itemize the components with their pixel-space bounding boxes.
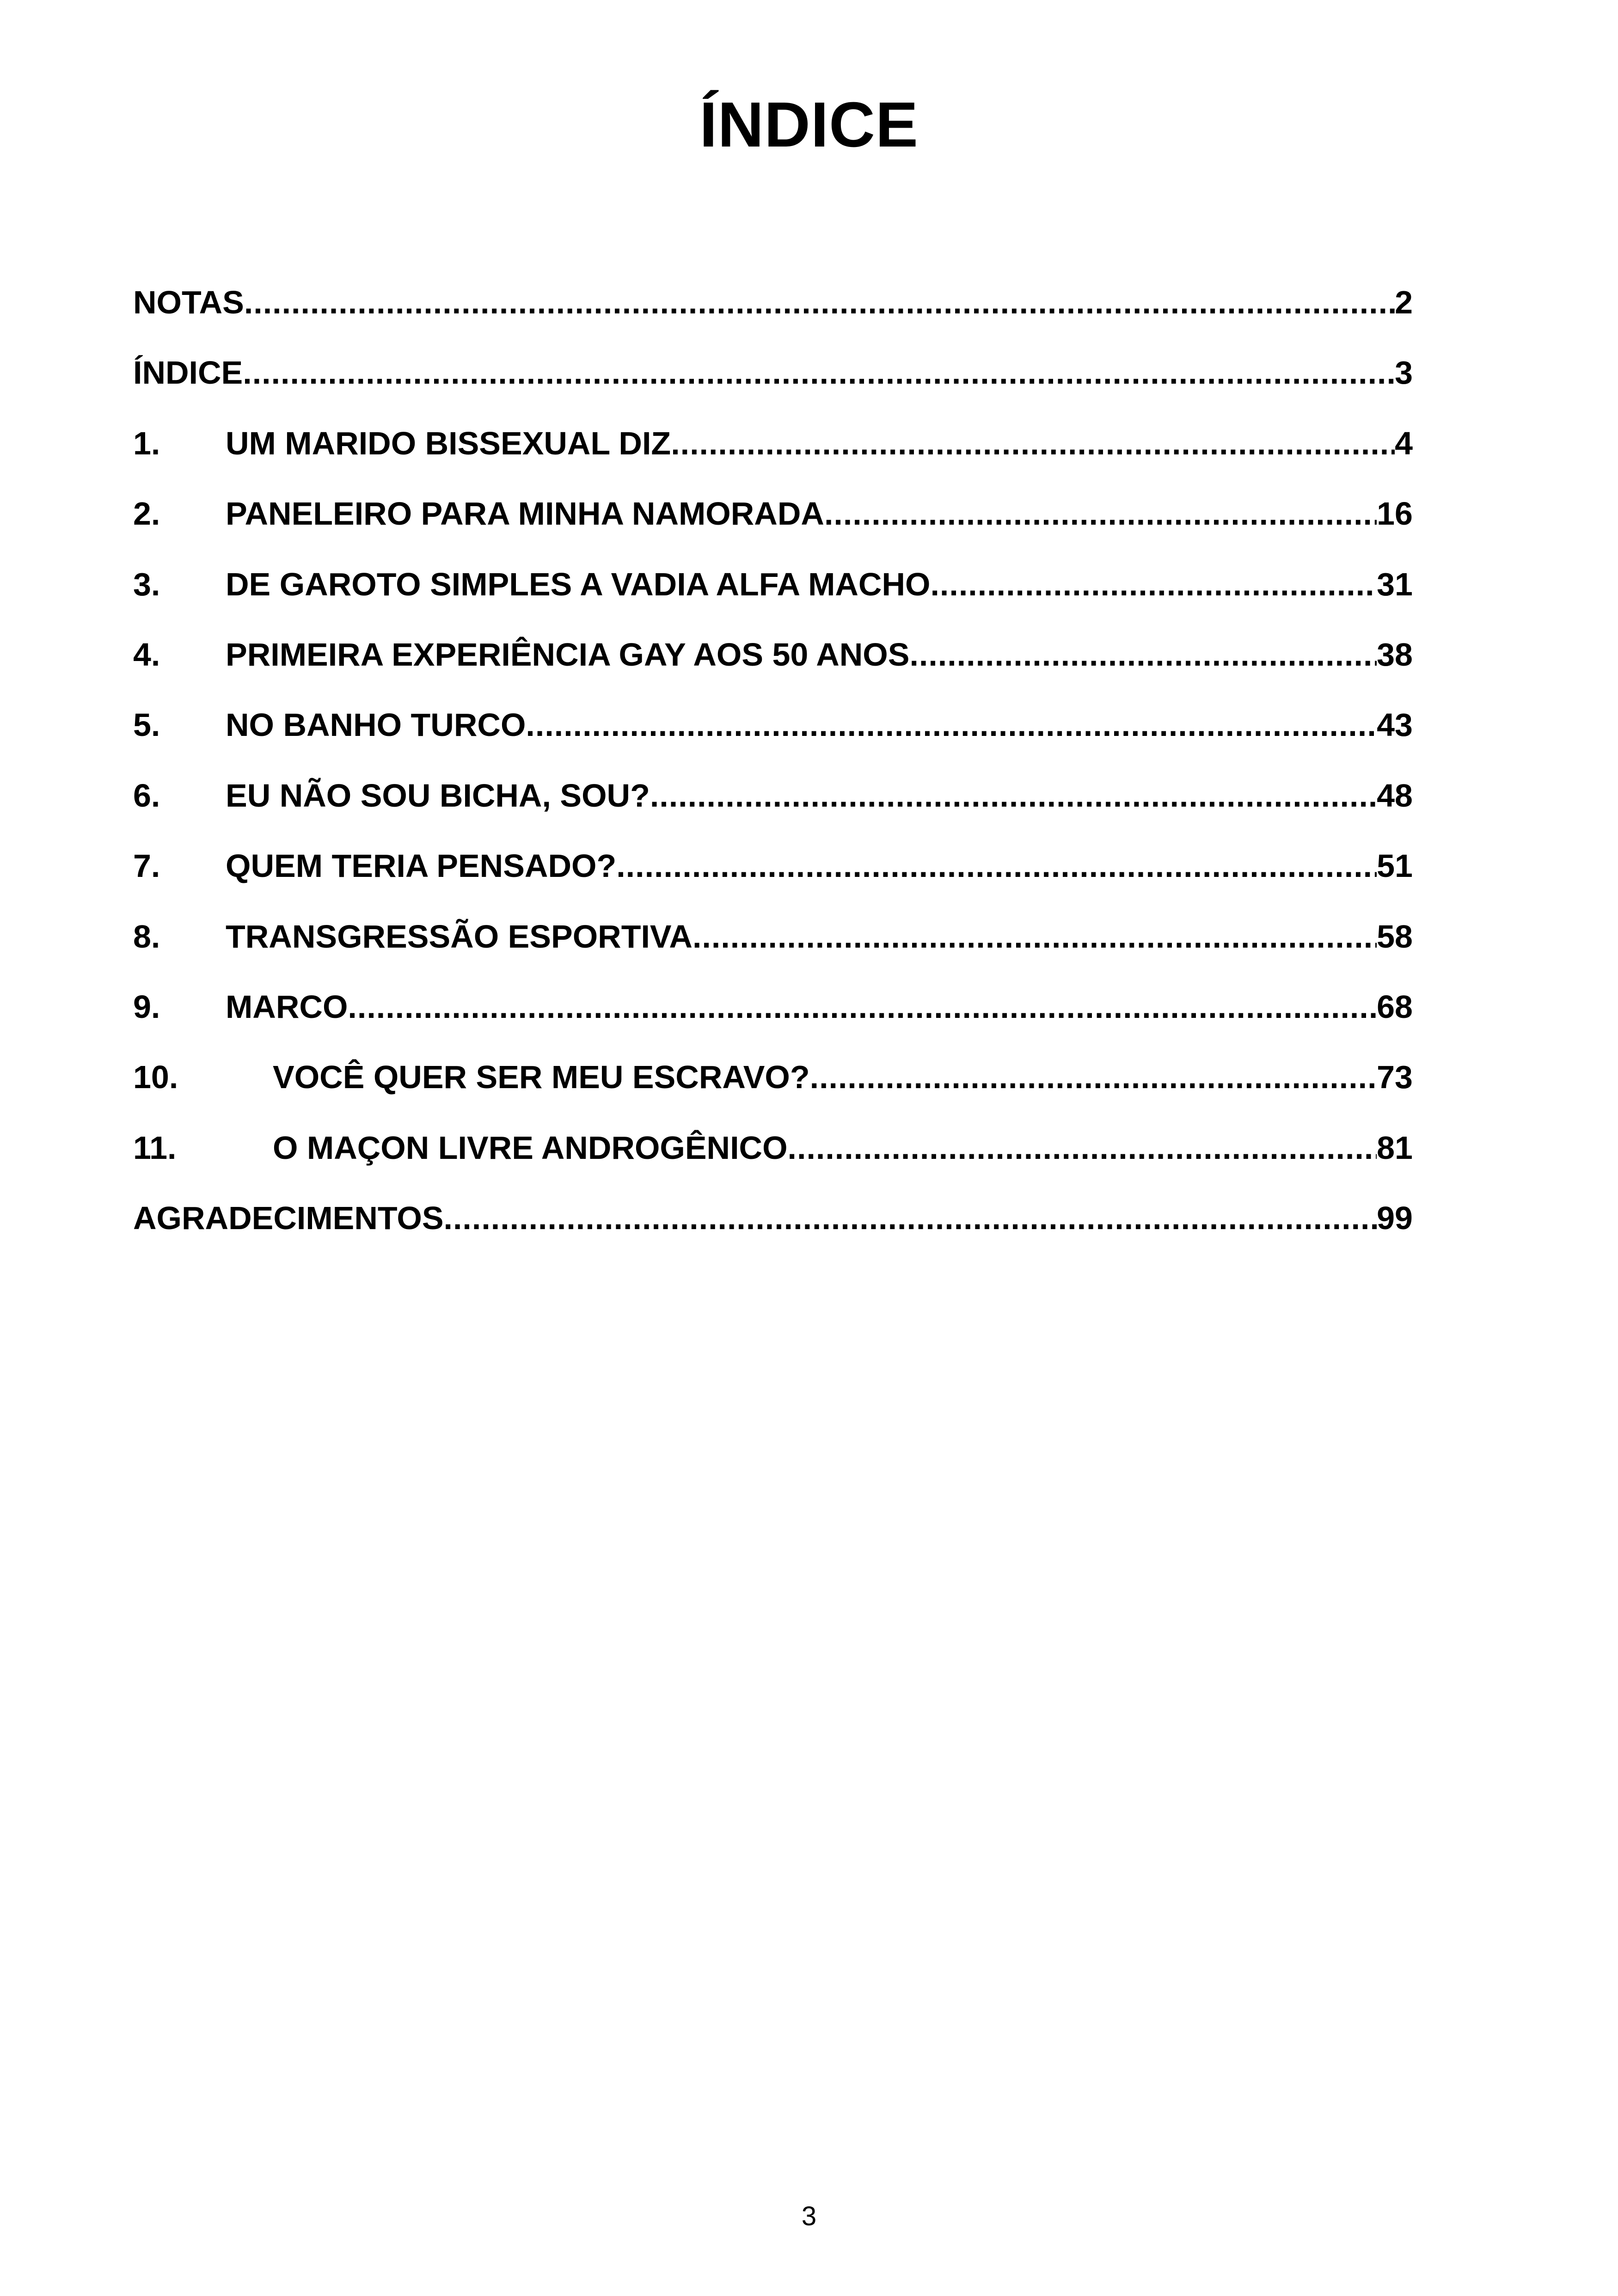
toc-entry-chapter-9[interactable]: [133, 988, 1413, 1059]
toc-entry-chapter-10[interactable]: [133, 1059, 1413, 1129]
toc-entry-label: AGRADECIMENTOS: [133, 1200, 444, 1237]
toc-entry-label: NOTAS: [133, 284, 244, 320]
toc-entry-number: 3.: [133, 566, 160, 602]
table-of-contents: [133, 284, 1413, 1270]
toc-entry-number: 7.: [133, 848, 160, 884]
toc-entry-chapter-7[interactable]: [133, 847, 1413, 918]
dot-leader: [788, 1129, 1377, 1166]
toc-entry-number: 8.: [133, 918, 160, 955]
toc-entry-page: 68: [1377, 988, 1413, 1025]
toc-entry-page: 3: [1395, 355, 1413, 391]
toc-entry-number: 11.: [133, 1129, 177, 1166]
dot-leader: [671, 425, 1395, 462]
toc-entry-chapter-11[interactable]: [133, 1129, 1413, 1200]
dot-leader: [810, 1059, 1377, 1096]
toc-entry-label: EU NÃO SOU BICHA, SOU?: [226, 777, 650, 814]
toc-entry-label: PRIMEIRA EXPERIÊNCIA GAY AOS 50 ANOS: [226, 636, 910, 673]
toc-entry-label: UM MARIDO BISSEXUAL DIZ: [226, 425, 671, 461]
toc-entry-page: 38: [1377, 636, 1413, 673]
toc-entry-page: 48: [1377, 777, 1413, 814]
dot-leader: [909, 636, 1377, 673]
dot-leader: [244, 284, 1395, 321]
toc-entry-chapter-1[interactable]: [133, 425, 1413, 495]
toc-entry-number: 10.: [133, 1059, 178, 1096]
toc-entry-label: TRANSGRESSÃO ESPORTIVA: [226, 918, 693, 955]
toc-entry-label: MARCO: [226, 988, 348, 1025]
toc-entry-agradecimentos[interactable]: [133, 1200, 1413, 1270]
toc-entry-chapter-3[interactable]: [133, 566, 1413, 636]
toc-entry-label: ÍNDICE: [133, 355, 243, 391]
toc-entry-page: 58: [1377, 918, 1413, 955]
toc-entry-chapter-2[interactable]: [133, 495, 1413, 565]
dot-leader: [693, 918, 1377, 955]
toc-entry-page: 73: [1377, 1059, 1413, 1096]
toc-entry-indice[interactable]: [133, 354, 1413, 424]
dot-leader: [824, 495, 1377, 532]
dot-leader: [243, 354, 1395, 391]
toc-entry-chapter-6[interactable]: [133, 777, 1413, 847]
toc-entry-chapter-5[interactable]: [133, 706, 1413, 777]
toc-entry-page: 51: [1377, 848, 1413, 884]
dot-leader: [930, 566, 1377, 603]
toc-entry-chapter-4[interactable]: [133, 636, 1413, 706]
toc-entry-page: 81: [1377, 1129, 1413, 1166]
page-number: 3: [801, 2201, 817, 2231]
toc-entry-label: PANELEIRO PARA MINHA NAMORADA: [226, 496, 824, 532]
toc-entry-page: 99: [1377, 1200, 1413, 1237]
toc-entry-label: NO BANHO TURCO: [226, 707, 526, 743]
toc-entry-number: 2.: [133, 496, 160, 532]
toc-entry-label: O MAÇON LIVRE ANDROGÊNICO: [273, 1129, 788, 1166]
dot-leader: [650, 777, 1377, 814]
toc-entry-notas[interactable]: [133, 284, 1413, 354]
dot-leader: [616, 847, 1377, 884]
toc-entry-page: 4: [1395, 425, 1413, 461]
dot-leader: [526, 706, 1377, 743]
toc-entry-label: VOCÊ QUER SER MEU ESCRAVO?: [273, 1059, 810, 1096]
toc-entry-number: 6.: [133, 777, 160, 814]
dot-leader: [444, 1200, 1377, 1237]
toc-entry-number: 1.: [133, 425, 160, 461]
dot-leader: [348, 988, 1377, 1025]
toc-entry-chapter-8[interactable]: [133, 918, 1413, 988]
toc-entry-number: 9.: [133, 988, 160, 1025]
page-title: ÍNDICE: [699, 89, 919, 160]
toc-entry-number: 4.: [133, 636, 160, 673]
toc-entry-page: 43: [1377, 707, 1413, 743]
toc-entry-label: QUEM TERIA PENSADO?: [226, 848, 617, 884]
toc-entry-page: 16: [1377, 496, 1413, 532]
toc-entry-number: 5.: [133, 707, 160, 743]
toc-entry-page: 31: [1377, 566, 1413, 602]
toc-entry-page: 2: [1395, 284, 1413, 320]
toc-entry-label: DE GAROTO SIMPLES A VADIA ALFA MACHO: [226, 566, 931, 602]
